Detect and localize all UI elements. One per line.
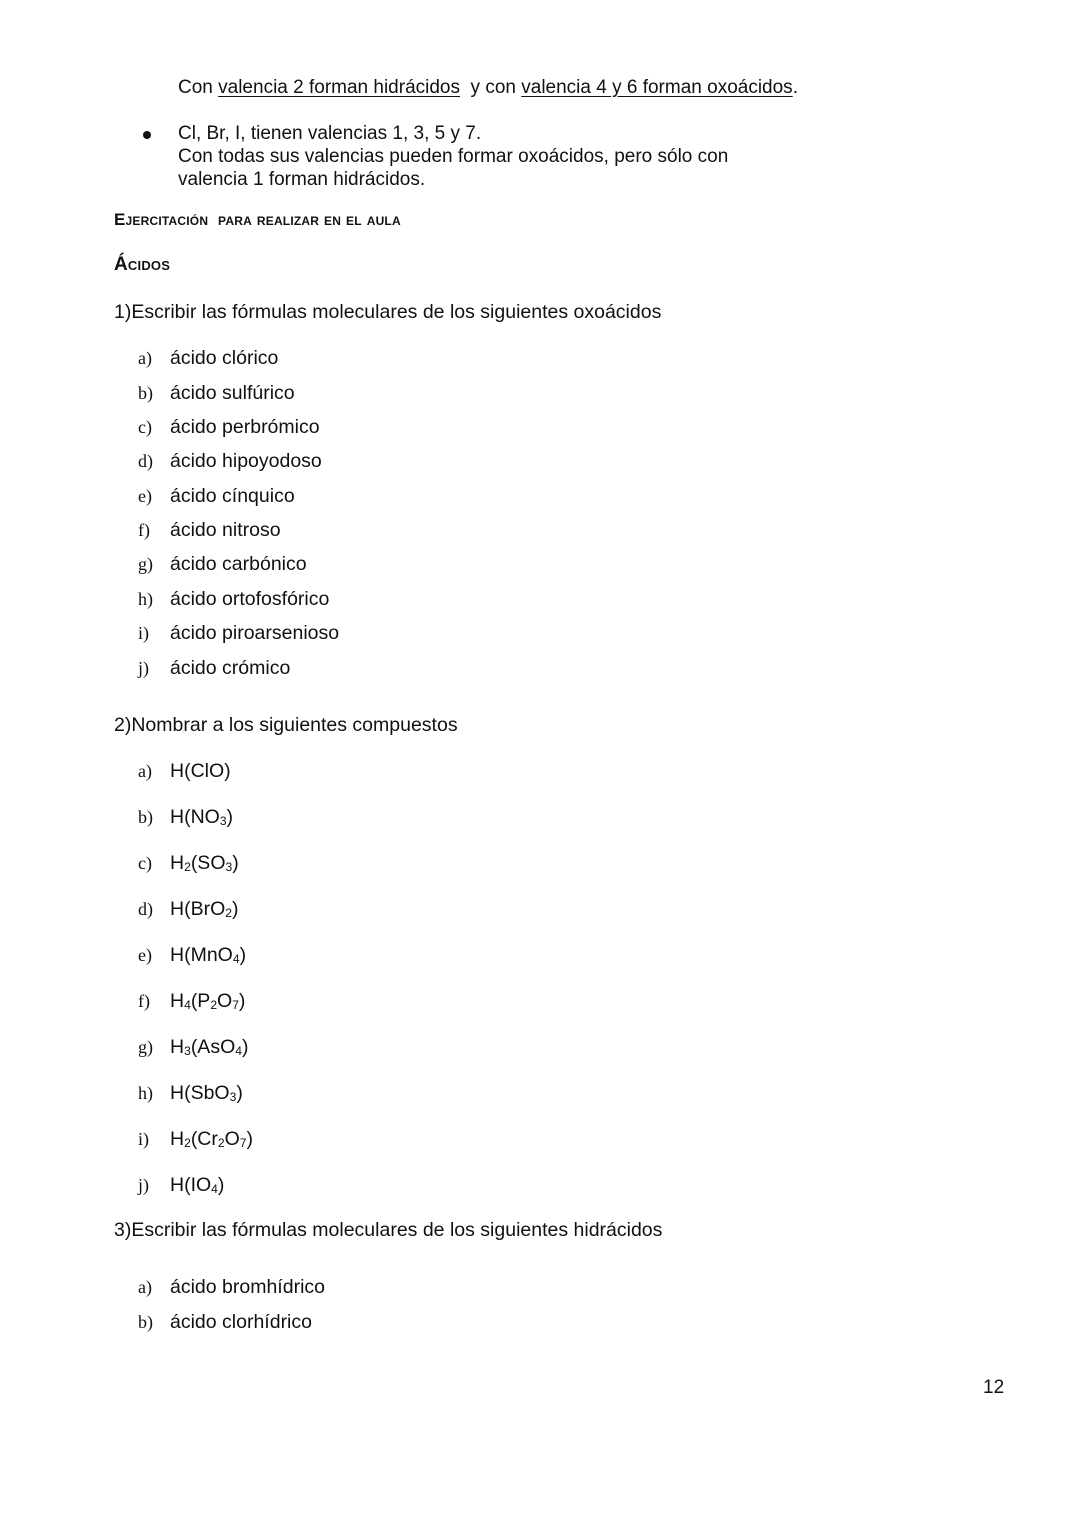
bullet-line-1: Cl, Br, I, tienen valencias 1, 3, 5 y 7. <box>178 123 482 144</box>
question-1-title: 1)Escribir las fórmulas moleculares de los siguientes oxoácidos <box>114 301 662 323</box>
list-item <box>138 806 233 829</box>
item-text: ácido sulfúrico <box>170 382 295 404</box>
list-item <box>138 1036 248 1059</box>
item-label: e) <box>138 945 152 965</box>
item-label: a) <box>138 761 152 781</box>
list-item <box>138 588 329 611</box>
item-label: b) <box>138 807 153 827</box>
item-label: e) <box>138 486 152 506</box>
list-item <box>138 898 238 921</box>
item-label: j) <box>138 658 149 678</box>
formula: $H_2(SO_3)$ <box>170 852 239 874</box>
intro-underlined-hidracidos: valencia 2 forman hidrácidos <box>218 77 460 98</box>
list-item <box>138 852 239 875</box>
item-label: c) <box>138 417 152 437</box>
list-item <box>138 519 281 542</box>
formula: $H_4(P_2O_7)$ <box>170 990 246 1012</box>
list-item <box>138 657 290 680</box>
question-2-title: 2)Nombrar a los siguientes compuestos <box>114 714 458 736</box>
intro-text: y con <box>460 77 522 98</box>
list-item <box>138 450 322 473</box>
item-label: f) <box>138 520 150 540</box>
bullet-dot <box>143 131 151 139</box>
page-number: 12 <box>983 1377 1005 1398</box>
list-item <box>138 485 295 508</box>
list-item <box>138 1082 243 1105</box>
list-item <box>138 760 231 783</box>
bullet-line-3: valencia 1 forman hidrácidos. <box>178 169 426 190</box>
list-item <box>138 416 320 439</box>
item-label: g) <box>138 1037 153 1057</box>
list-item <box>138 1174 224 1197</box>
item-label: i) <box>138 623 149 643</box>
item-label: h) <box>138 1083 153 1103</box>
item-text: ácido ortofosfórico <box>170 588 330 610</box>
item-label: c) <box>138 853 152 873</box>
formula: H(MnO$_4$) <box>170 944 247 966</box>
list-item <box>138 1128 253 1151</box>
item-text: ácido clorhídrico <box>170 1311 312 1333</box>
list-item <box>138 347 278 370</box>
item-text: ácido hipoyodoso <box>170 450 322 472</box>
item-text: ácido crómico <box>170 657 291 679</box>
item-label: i) <box>138 1129 149 1149</box>
item-label: j) <box>138 1175 149 1195</box>
formula: H(ClO) <box>170 760 231 782</box>
item-text: ácido nitroso <box>170 519 281 541</box>
item-label: b) <box>138 1312 153 1332</box>
item-label: a) <box>138 1277 152 1297</box>
item-text: ácido carbónico <box>170 553 307 575</box>
item-text: ácido clórico <box>170 347 279 369</box>
item-label: g) <box>138 554 153 574</box>
formula: $H_3(AsO_4)$ <box>170 1036 249 1058</box>
section-title: Ejercitación para realizar en el aula <box>114 210 401 229</box>
item-text: ácido cínquico <box>170 485 295 507</box>
subsection-title: Ácidos <box>114 254 171 275</box>
item-label: f) <box>138 991 150 1011</box>
item-text: ácido bromhídrico <box>170 1276 325 1298</box>
item-label: h) <box>138 589 153 609</box>
bullet-line-2: Con todas sus valencias pueden formar oxoácidos, pero sólo con <box>178 146 729 167</box>
list-item <box>138 1276 325 1299</box>
formula: H(SbO$_3$) <box>170 1082 243 1104</box>
intro-text: Con <box>178 77 219 98</box>
question-3-title: 3)Escribir las fórmulas moleculares de los siguientes hidrácidos <box>114 1219 663 1241</box>
item-text: ácido perbrómico <box>170 416 320 438</box>
list-item <box>138 622 339 645</box>
formula: $H(NO_3)$ <box>170 806 234 828</box>
list-item <box>138 1311 312 1334</box>
list-item <box>138 944 246 967</box>
formula: H(BrO$_2$) <box>170 898 239 920</box>
formula: $H_2(Cr_2O_7)$ <box>170 1128 253 1150</box>
item-label: d) <box>138 899 153 919</box>
list-item <box>138 382 295 405</box>
intro-text: . <box>792 77 798 98</box>
item-text: ácido piroarsenioso <box>170 622 340 644</box>
formula: $H(IO_4)$ <box>170 1174 225 1196</box>
list-item <box>138 553 307 576</box>
item-label: d) <box>138 451 153 471</box>
intro-underlined-oxoacidos: valencia 4 y 6 forman oxoácidos <box>521 77 793 98</box>
item-label: b) <box>138 383 153 403</box>
list-item <box>138 990 245 1013</box>
intro-line <box>178 77 798 99</box>
item-label: a) <box>138 348 152 368</box>
